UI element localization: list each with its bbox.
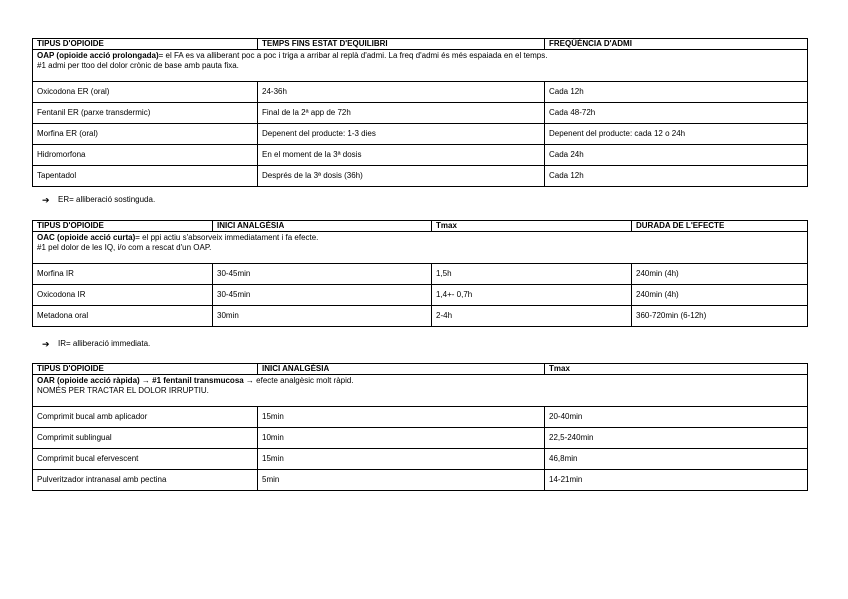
header-tmax: Tmax xyxy=(545,364,808,375)
cell-tmax: 2-4h xyxy=(432,306,632,327)
header-durada: DURADA DE L'EFECTE xyxy=(632,221,808,232)
cell-frequencia: Cada 48-72h xyxy=(545,103,808,124)
header-tipus: TIPUS D'OPIOIDE xyxy=(33,39,258,50)
table-header-row xyxy=(33,39,808,50)
table-row xyxy=(33,166,808,187)
cell-tmax: 1,4+- 0,7h xyxy=(432,285,632,306)
description-text-2: NOMÉS PER TRACTAR EL DOLOR IRRUPTIU. xyxy=(37,386,209,395)
cell-inici: 30min xyxy=(213,306,432,327)
table-header-row xyxy=(33,221,808,232)
cell-temps: Després de la 3ª dosis (36h) xyxy=(258,166,545,187)
cell-opioid: Fentanil ER (parxe transdermic) xyxy=(33,103,258,124)
header-tmax: Tmax xyxy=(432,221,632,232)
table-row xyxy=(33,103,808,124)
description-text: = el ppi actiu s'absorveix immediatament i fa efecte. xyxy=(135,233,319,242)
cell-tmax: 22,5-240min xyxy=(545,428,808,449)
cell-opioid: Oxicodona ER (oral) xyxy=(33,82,258,103)
header-inici-analgesia: INICI ANALGÉSIA xyxy=(258,364,545,375)
cell-tmax: 46,8min xyxy=(545,449,808,470)
cell-temps: En el moment de la 3ª dosis xyxy=(258,145,545,166)
cell-frequencia: Cada 24h xyxy=(545,145,808,166)
header-temps-equilibri: TEMPS FINS ESTAT D'EQUILIBRI xyxy=(258,39,545,50)
table-row xyxy=(33,306,808,327)
cell-inici: 5min xyxy=(258,470,545,491)
cell-opioid: Tapentadol xyxy=(33,166,258,187)
table-oac xyxy=(32,220,808,327)
arrow-icon: ➔ xyxy=(42,195,50,205)
cell-forma: Pulveritzador intranasal amb pectina xyxy=(33,470,258,491)
cell-frequencia: Depenent del producte: cada 12 o 24h xyxy=(545,124,808,145)
description-text: efecte analgèsic molt ràpid. xyxy=(253,376,354,385)
table-row xyxy=(33,470,808,491)
cell-forma: Comprimit bucal efervescent xyxy=(33,449,258,470)
header-tipus: TIPUS D'OPIOIDE xyxy=(33,364,258,375)
cell-tmax: 14-21min xyxy=(545,470,808,491)
cell-opioid: Oxicodona IR xyxy=(33,285,213,306)
header-inici-analgesia: INICI ANALGÉSIA xyxy=(213,221,432,232)
table-row xyxy=(33,264,808,285)
arrow-icon: ➔ xyxy=(42,339,50,349)
cell-durada: 360-720min (6-12h) xyxy=(632,306,808,327)
cell-temps: Final de la 2ª app de 72h xyxy=(258,103,545,124)
cell-inici: 15min xyxy=(258,449,545,470)
table-oar xyxy=(32,363,808,491)
description-title: OAR (opioide acció ràpida) → #1 fentanil transmucosa → xyxy=(37,376,254,385)
cell-opioid: Morfina ER (oral) xyxy=(33,124,258,145)
cell-forma: Comprimit bucal amb aplicador xyxy=(33,407,258,428)
table-row xyxy=(33,407,808,428)
description-cell xyxy=(33,375,808,407)
note-text: IR= alliberació immediata. xyxy=(58,339,151,348)
note-er xyxy=(42,195,156,205)
cell-tmax: 20-40min xyxy=(545,407,808,428)
table-row xyxy=(33,285,808,306)
table-row xyxy=(33,449,808,470)
cell-durada: 240min (4h) xyxy=(632,285,808,306)
cell-frequencia: Cada 12h xyxy=(545,166,808,187)
cell-opioid: Morfina IR xyxy=(33,264,213,285)
cell-inici: 30-45min xyxy=(213,264,432,285)
description-title: OAC (opioide acció curta) xyxy=(37,233,136,242)
cell-durada: 240min (4h) xyxy=(632,264,808,285)
table-header-row xyxy=(33,364,808,375)
cell-inici: 30-45min xyxy=(213,285,432,306)
description-row xyxy=(33,375,808,407)
table-row xyxy=(33,145,808,166)
note-text: ER= alliberació sostinguda. xyxy=(58,195,156,204)
description-text-2: #1 admi per ttoo del dolor crònic de base amb pauta fixa. xyxy=(37,61,239,70)
description-text-2: #1 pel dolor de les IQ, i/o com a rescat d'un OAP. xyxy=(37,243,212,252)
table-oap xyxy=(32,38,808,187)
description-cell xyxy=(33,232,808,264)
cell-inici: 15min xyxy=(258,407,545,428)
header-tipus: TIPUS D'OPIOIDE xyxy=(33,221,213,232)
description-cell xyxy=(33,50,808,82)
header-frequencia: FREQÜÈNCIA D'ADMI xyxy=(545,39,808,50)
cell-forma: Comprimit sublingual xyxy=(33,428,258,449)
note-ir xyxy=(42,339,151,349)
table-row xyxy=(33,82,808,103)
cell-frequencia: Cada 12h xyxy=(545,82,808,103)
table-row xyxy=(33,124,808,145)
description-text: = el FA es va alliberant poc a poc i triga a arribar al replà d'admi. La freq d'admi és més espaiada en el temps. xyxy=(158,51,548,60)
table-row xyxy=(33,428,808,449)
cell-temps: Depenent del producte: 1-3 dies xyxy=(258,124,545,145)
description-row xyxy=(33,50,808,82)
cell-temps: 24-36h xyxy=(258,82,545,103)
description-row xyxy=(33,232,808,264)
cell-inici: 10min xyxy=(258,428,545,449)
cell-opioid: Metadona oral xyxy=(33,306,213,327)
cell-opioid: Hidromorfona xyxy=(33,145,258,166)
cell-tmax: 1,5h xyxy=(432,264,632,285)
description-title: OAP (opioide acció prolongada) xyxy=(37,51,159,60)
